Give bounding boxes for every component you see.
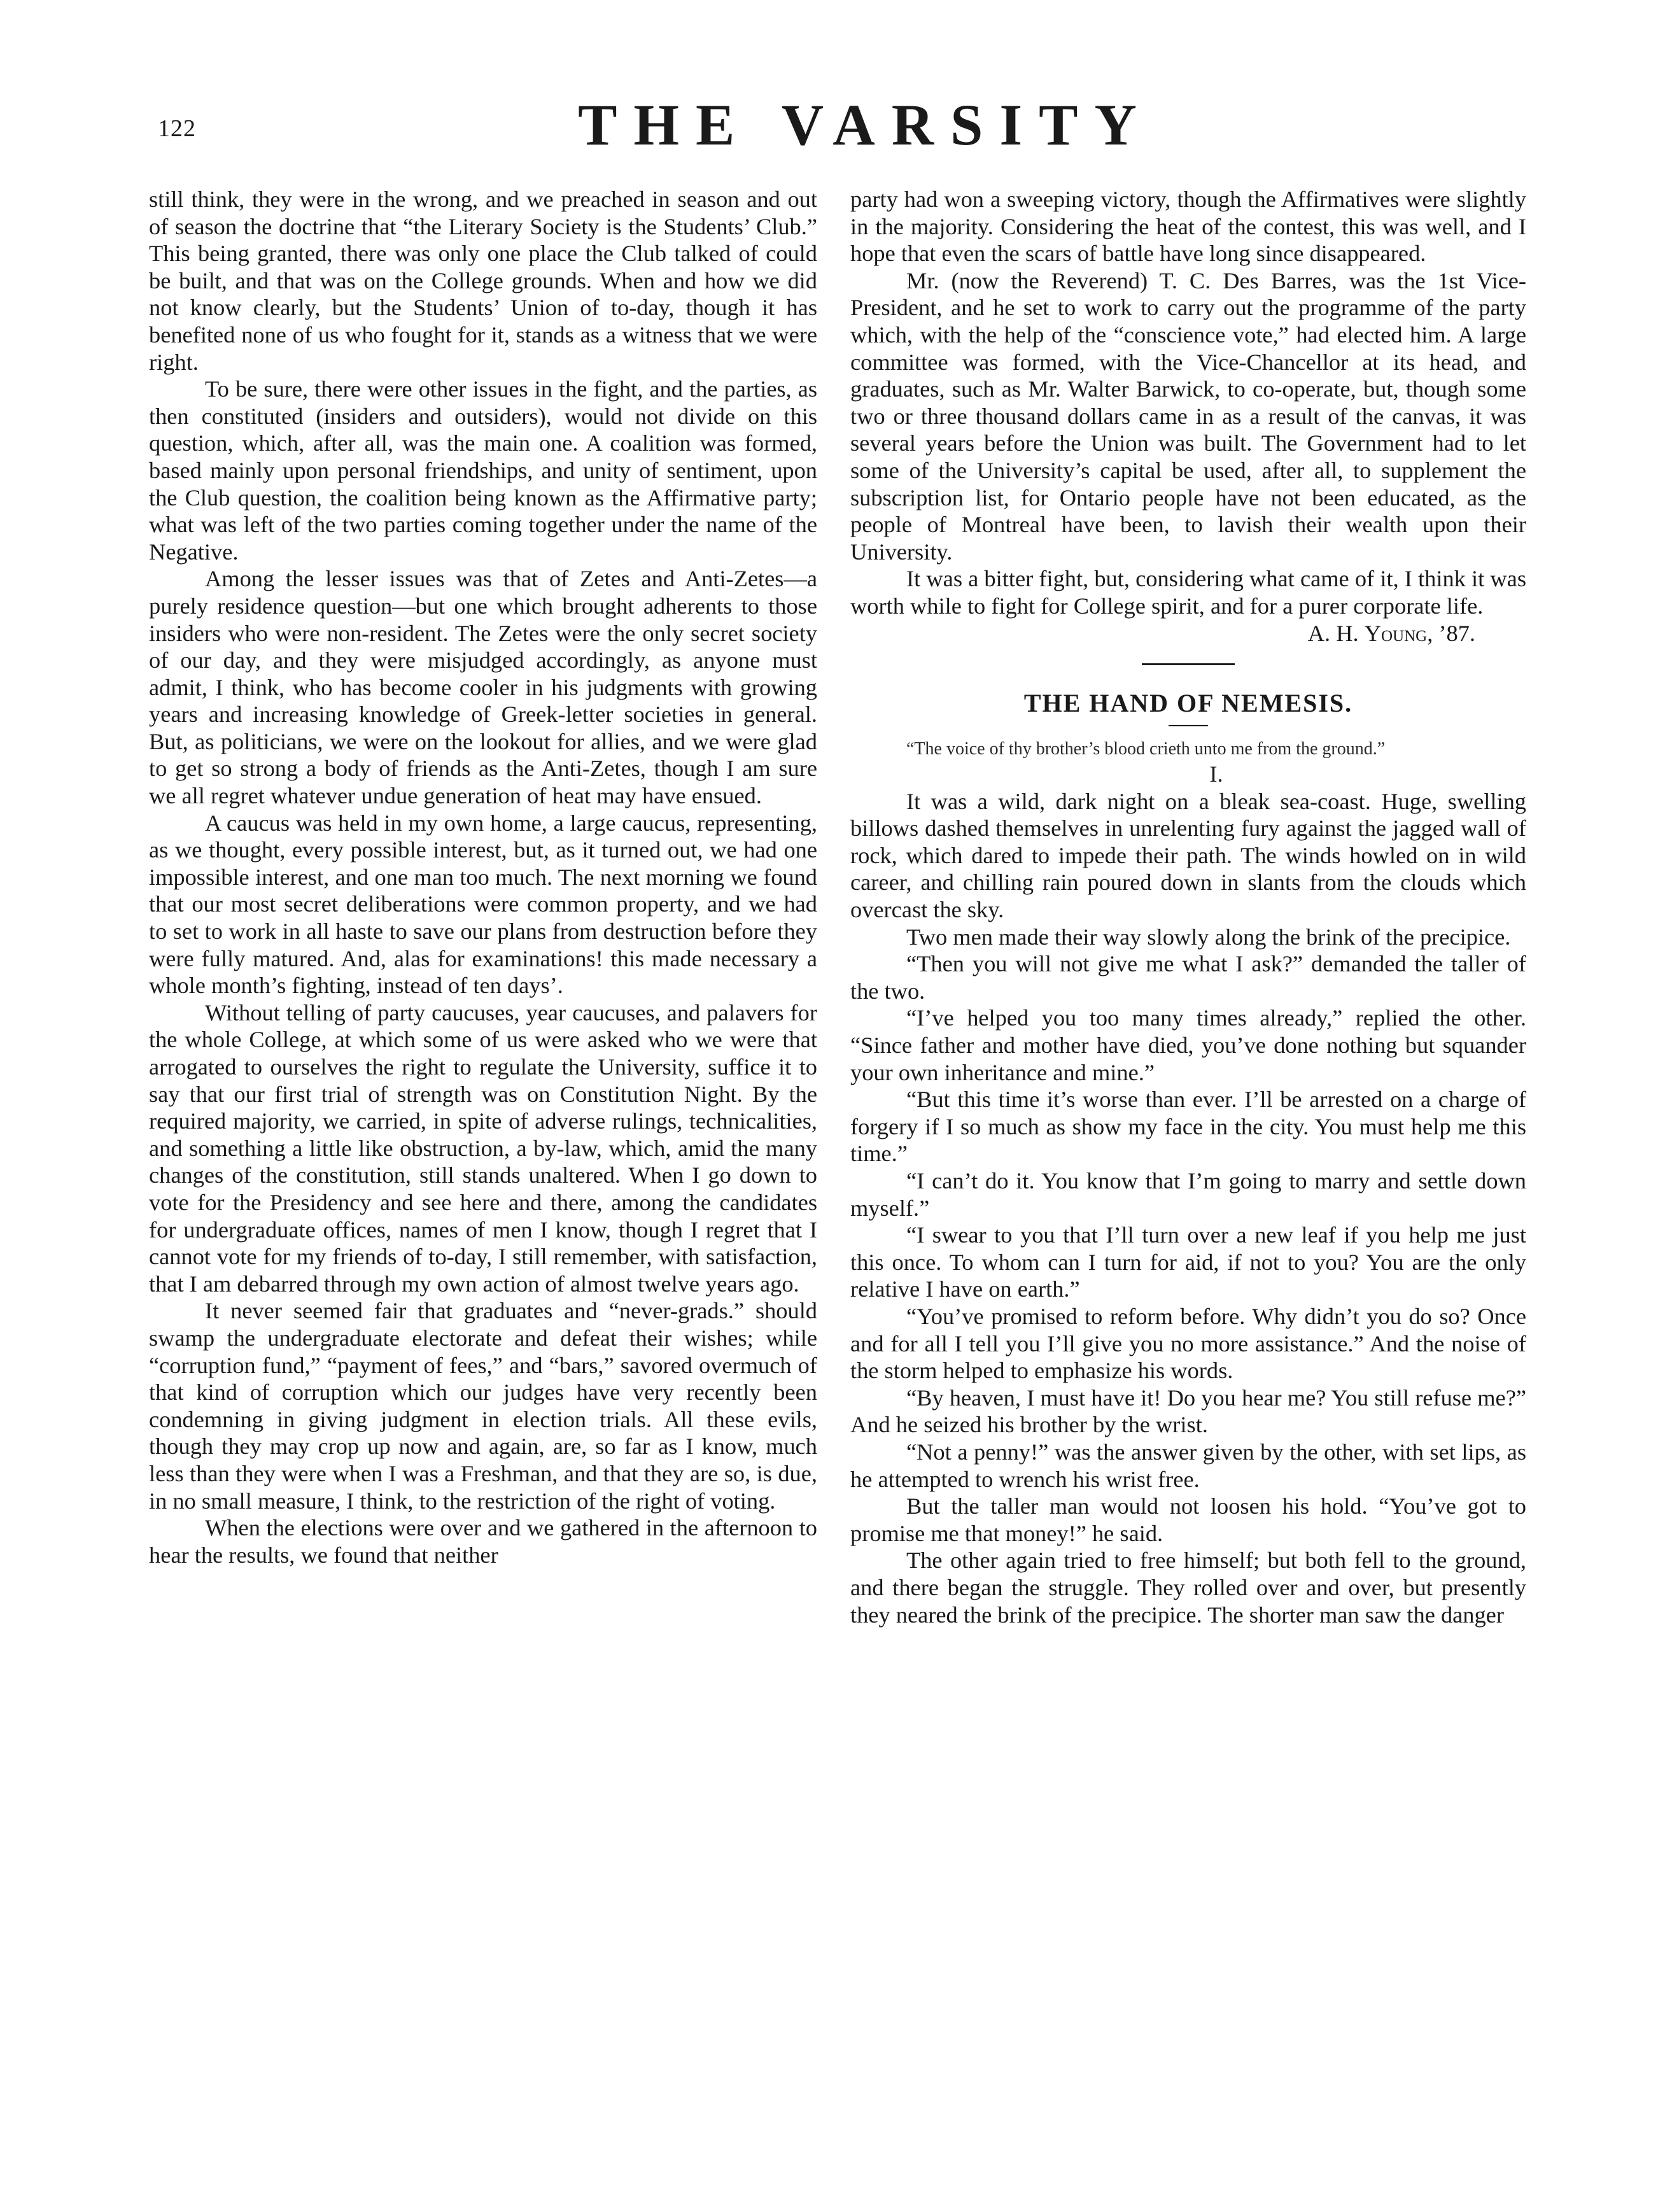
page-number: 122	[158, 115, 196, 142]
masthead-title: THE VARSITY	[578, 92, 1153, 157]
story-paragraph: “I’ve helped you too many times already,” replied the other. “Since father and mother have died, you’ve done nothing but squander your own inheritance and mine.”	[850, 1005, 1526, 1085]
paragraph: still think, they were in the wrong, and we preached in season and out of season the doctrine that “the Literary Society is the Students’ Club.” This being granted, there was only one place the Club talked of could be built, and that was on the College grounds. When and how we did not know clearly, but the Students’ Union of to-day, though it has benefited none of us who fought for it, stands as a witness that we were right.	[149, 187, 817, 375]
story-paragraph: Two men made their way slowly along the brink of the precipice.	[906, 924, 1511, 950]
signature-surname: Young	[1364, 620, 1428, 646]
paragraph: party had won a sweeping victory, though the Affirmatives were slightly in the majority. Considering the heat of the contest, this was well, and I hope that even the scars of battle have long since disappeared.	[850, 187, 1526, 267]
story-paragraph: “By heaven, I must have it! Do you hear me? You still refuse me?” And he seized his brother by the wrist.	[850, 1384, 1526, 1438]
right-column	[850, 186, 1526, 1628]
epigraph: “The voice of thy brother’s blood crieth unto me from the ground.”	[906, 739, 1386, 759]
signature-year: , ’87.	[1427, 620, 1475, 646]
story-paragraph: “I swear to you that I’ll turn over a new leaf if you help me just this once. To whom can I turn for aid, if not to you? You are the only relative I have on earth.”	[850, 1222, 1526, 1302]
paragraph: Among the lesser issues was that of Zetes and Anti-Zetes—a purely residence question—but one which brought adherents to those insiders who were non-resident. The Zetes were the only secret society of our day, and they were misjudged accordingly, as anyone must admit, I think, who has become cooler in his judgments with growing years and increasing knowledge of Greek-letter societies in general. But, as politicians, we were on the lookout for allies, and we were glad to get so strong a body of friends as the Anti-Zetes, though I am sure we all regret whatever undue generation of heat may have ensued.	[149, 566, 817, 809]
section-divider	[1142, 663, 1235, 665]
paragraph: When the elections were over and we gathered in the afternoon to hear the results, we found that neither	[149, 1515, 817, 1568]
story-paragraph: The other again tried to free himself; but both fell to the ground, and there began the struggle. They rolled over and over, but presently they neared the brink of the precipice. The shorter man saw the danger	[850, 1547, 1526, 1628]
paragraph: To be sure, there were other issues in the fight, and the parties, as then constituted (insiders and outsiders), would not divide on this question, which, after all, was the main one. A coalition was formed, based mainly upon personal friendships, and unity of sentiment, upon the Club question, the coalition being known as the Affirmative party; what was left of the two parties coming together under the name of the Negative.	[149, 376, 817, 565]
left-column	[149, 186, 817, 1568]
story-paragraph: “You’ve promised to reform before. Why didn’t you do so? Once and for all I tell you I’ll give you no more assistance.” And the noise of the storm helped to emphasize his words.	[850, 1303, 1526, 1384]
author-signature	[850, 620, 1526, 647]
title-underline	[1169, 725, 1208, 726]
paragraph: Mr. (now the Reverend) T. C. Des Barres, was the 1st Vice-President, and he set to work to carry out the programme of the party which, with the help of the “conscience vote,” had elected him. A large committee was formed, with the Vice-Chancellor at its head, and graduates, such as Mr. Walter Barwick, to co-operate, but, though some two or three thousand dollars came in as a result of the canvas, it was several years before the Union was built. The Government had to let some of the University’s capital be used, after all, to supplement the subscription list, for Ontario people have not been educated, as the people of Montreal have been, to lavish their wealth upon their University.	[850, 267, 1526, 565]
signature-initials: A. H.	[1307, 620, 1365, 646]
story-paragraph: “Not a penny!” was the answer given by the other, with set lips, as he attempted to wrench his wrist free.	[850, 1439, 1526, 1492]
story-paragraph: But the taller man would not loosen his hold. “You’ve got to promise me that money!” he said.	[850, 1493, 1526, 1546]
paragraph: A caucus was held in my own home, a large caucus, representing, as we thought, every possible interest, but, as it turned out, we had one impossible interest, and one man too much. The next morning we found that our most secret deliberations were common property, and we had to set to work in all haste to save our plans from destruction before they were fully matured. And, alas for examinations! this made necessary a whole month’s fighting, instead of ten days’.	[149, 810, 817, 999]
paragraph: It never seemed fair that graduates and “never-grads.” should swamp the undergraduate electorate and defeat their wishes; while “corruption fund,” “payment of fees,” and “bars,” savored overmuch of that kind of corruption which our judges have very recently been condemning in giving judgment in election trials. All these evils, though they may crop up now and again, are, so far as I know, much less than they were when I was a Freshman, and that they are so, is due, in no small measure, I think, to the restriction of the right of voting.	[149, 1298, 817, 1514]
story-paragraph: “Then you will not give me what I ask?” demanded the taller of the two.	[850, 951, 1526, 1004]
story-paragraph: “I can’t do it. You know that I’m going to marry and settle down myself.”	[850, 1168, 1526, 1221]
story-title: THE HAND OF NEMESIS.	[1023, 689, 1353, 718]
section-number: I.	[1209, 761, 1223, 787]
story-paragraph: It was a wild, dark night on a bleak sea-coast. Huge, swelling billows dashed themselves in unrelenting fury against the jagged wall of rock, which dared to impede their path. The winds howled on in wild career, and chilling rain poured down in slants from the clouds which overcast the sky.	[850, 788, 1526, 923]
paragraph: It was a bitter fight, but, considering what came of it, I think it was worth while to fight for College spirit, and for a purer corporate life.	[850, 566, 1526, 619]
paragraph: Without telling of party caucuses, year caucuses, and palavers for the whole College, at which some of us were asked who we were that arrogated to ourselves the right to regulate the University, suffice it to say that our first trial of strength was on Constitution Night. By the required majority, we carried, in spite of adverse rulings, technicalities, and something a little like obstruction, a by-law, which, amid the many changes of the constitution, still stands unaltered. When I go down to vote for the Presidency and see here and there, among the candidates for undergraduate offices, names of men I know, though I regret that I cannot vote for my friends of to-day, I still remember, with satisfaction, that I am debarred through my own action of almost twelve years ago.	[149, 999, 817, 1297]
story-paragraph: “But this time it’s worse than ever. I’ll be arrested on a charge of forgery if I so much as show my face in the city. You must help me this time.”	[850, 1087, 1526, 1167]
